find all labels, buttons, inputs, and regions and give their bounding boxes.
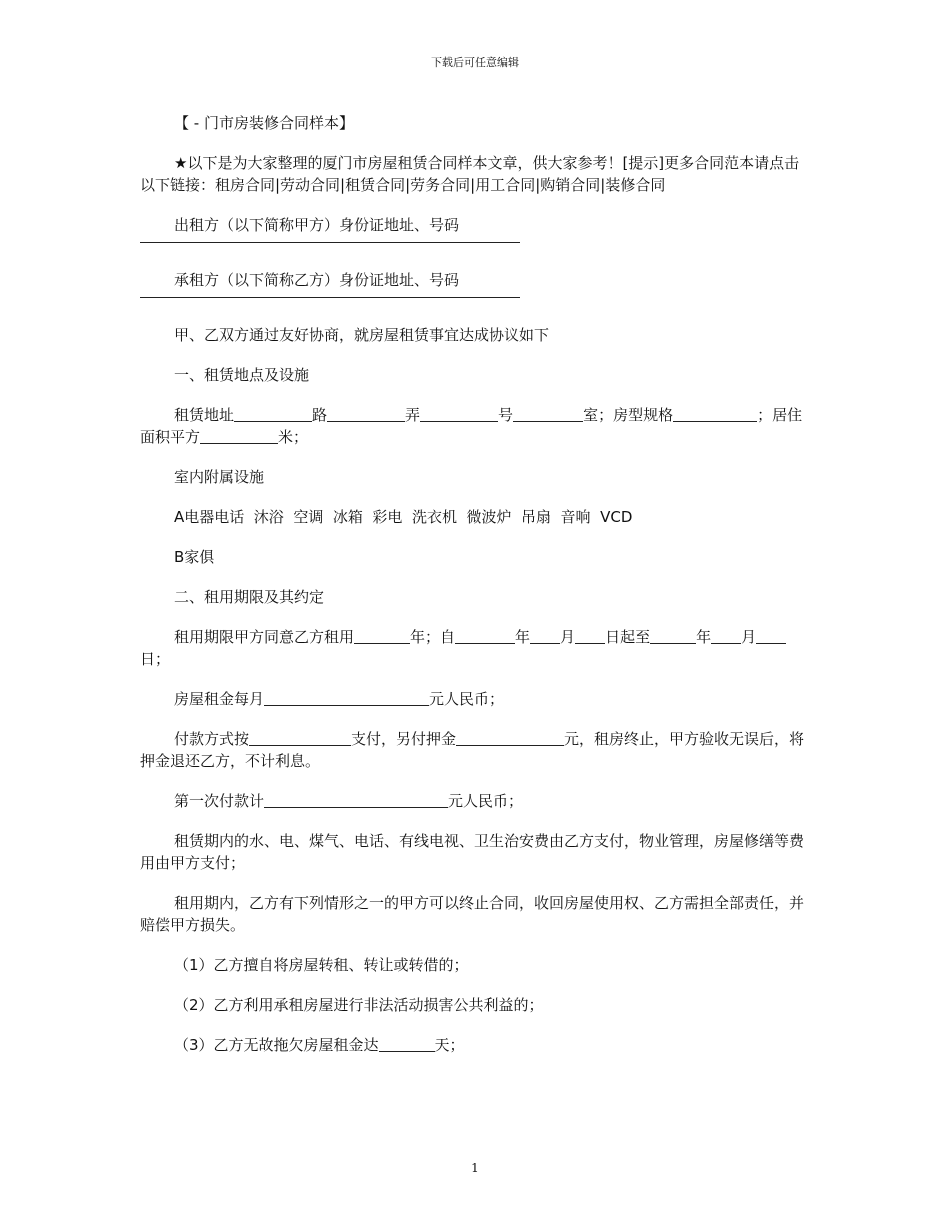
first-payment-paragraph: 第一次付款计 元人民币； [174,792,524,810]
facilities-a: A电器电话 沐浴 空调 冰箱 彩电 洗衣机 微波炉 吊扇 音响 VCD [174,508,633,526]
section-1-heading: 一、租赁地点及设施 [174,366,310,384]
address-paragraph: 租赁地址 路 弄 号 室；房型规格 ；居住面积平方 米； [140,406,803,446]
page-header: 下载后可任意编辑 [431,56,519,69]
section-2-heading: 二、租用期限及其约定 [174,588,325,606]
termination-item-2: （2）乙方利用承租房屋进行非法活动损害公共利益的； [174,996,544,1014]
facilities-heading: 室内附属设施 [174,468,265,486]
lessee-line: 承租方（以下简称乙方）身份证地址、号码 [174,271,460,289]
term-paragraph: 租用期限甲方同意乙方租用 年；自 年 月 日起至 年 月日； [140,626,812,670]
page-number: 1 [471,1161,479,1175]
termination-item-3: （3）乙方无故拖欠房屋租金达 天； [174,1036,465,1054]
termination-paragraph: 租用期内，乙方有下列情形之一的甲方可以终止合同，收回房屋使用权、乙方需担全部责任，并赔偿甲方损失。 [140,894,805,934]
agreement-line: 甲、乙双方通过友好协商，就房屋租赁事宜达成协议如下 [174,326,550,344]
lessor-blank [140,242,520,243]
payment-paragraph: 付款方式按 支付，另付押金 元，租房终止，甲方验收无误后，将押金退还乙方，不计利息。 [140,730,805,770]
fees-paragraph: 租赁期内的水、电、煤气、电话、有线电视、卫生治安费由乙方支付，物业管理，房屋修缮等费用由甲方支付； [140,832,805,872]
termination-item-1: （1）乙方擅自将房屋转租、转让或转借的； [174,956,469,974]
lessee-blank [140,297,520,298]
document-body [140,112,812,1074]
document-title: 【 - 门市房装修合同样本】 [174,114,354,132]
lessor-line: 出租方（以下简称甲方）身份证地址、号码 [174,216,460,234]
intro-paragraph: ★以下是为大家整理的厦门市房屋租赁合同样本文章，供大家参考！[提示]更多合同范本请点击以下链接：租房合同|劳动合同|租赁合同|劳务合同|用工合同|购销合同|装修合同 [140,154,800,194]
rent-paragraph: 房屋租金每月 元人民币； [174,690,505,708]
facilities-b: B家俱 [174,548,215,566]
